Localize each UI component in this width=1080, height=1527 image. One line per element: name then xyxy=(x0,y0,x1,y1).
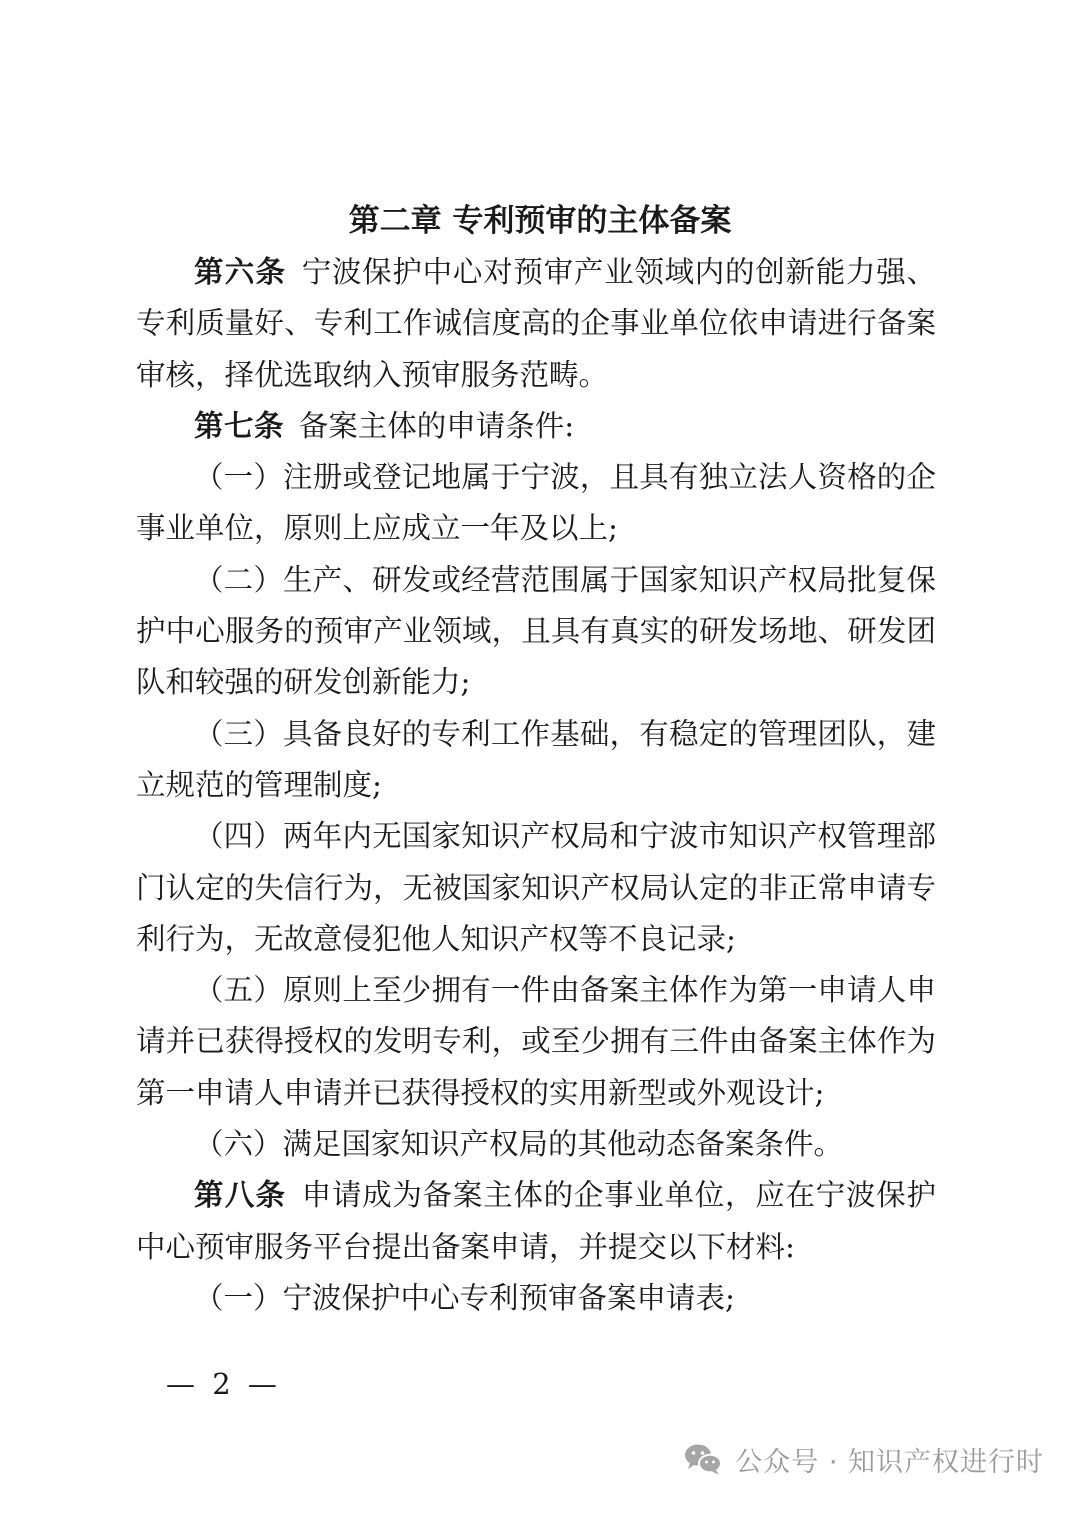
paragraph-text: （一）注册或登记地属于宁波，且具有独立法人资格的企事业单位，原则上应成立一年及以上; xyxy=(136,460,936,546)
page-number: — 2 — xyxy=(166,1367,281,1401)
chapter-title: 第二章 专利预审的主体备案 xyxy=(348,203,732,239)
paragraph-text: （四）两年内无国家知识产权局和宁波市知识产权管理部门认定的失信行为，无被国家知识产权局认定的非正常申请专利行为，无故意侵犯他人知识产权等不良记录; xyxy=(136,819,936,956)
article-label: 第七条 xyxy=(194,408,285,443)
paragraph-text: 备案主体的申请条件: xyxy=(298,408,575,443)
article-8-paragraph xyxy=(136,1170,936,1273)
watermark xyxy=(683,1437,1044,1481)
wechat-icon xyxy=(683,1442,723,1476)
condition-item-2 xyxy=(136,555,936,709)
condition-item-1 xyxy=(136,452,936,555)
article-label: 第八条 xyxy=(194,1178,287,1213)
paragraph-text: （二）生产、研发或经营范围属于国家知识产权局批复保护中心服务的预审产业领域，且具有真实的研发场地、研发团队和较强的研发创新能力; xyxy=(136,562,936,700)
condition-item-3 xyxy=(136,709,936,812)
material-item-1 xyxy=(136,1273,936,1324)
condition-item-4 xyxy=(136,811,936,965)
paragraph-text: 申请成为备案主体的企事业单位，应在宁波保护中心预审服务平台提出备案申请，并提交以下材料: xyxy=(136,1178,936,1264)
paragraph-text: （六）满足国家知识产权局的其他动态备案条件。 xyxy=(194,1127,844,1162)
condition-item-5 xyxy=(136,965,936,1119)
article-6-paragraph xyxy=(136,247,936,401)
paragraph-text: （三）具备良好的专利工作基础，有稳定的管理团队，建立规范的管理制度; xyxy=(136,716,936,802)
article-7-paragraph xyxy=(136,401,936,452)
document-body xyxy=(136,247,936,1324)
condition-item-6 xyxy=(136,1119,936,1170)
paragraph-text: （一）宁波保护中心专利预审备案申请表; xyxy=(194,1280,735,1315)
paragraph-text: （五）原则上至少拥有一件由备案主体作为第一申请人申请并已获得授权的发明专利，或至少拥有三件由备案主体作为第一申请人申请并已获得授权的实用新型或外观设计; xyxy=(136,973,936,1110)
paragraph-text: 宁波保护中心对预审产业领域内的创新能力强、专利质量好、专利工作诚信度高的企事业单位依申请进行备案审核，择优选取纳入预审服务范畴。 xyxy=(136,255,936,392)
article-label: 第六条 xyxy=(194,255,287,289)
watermark-text: 公众号 · 知识产权进行时 xyxy=(735,1446,1044,1478)
